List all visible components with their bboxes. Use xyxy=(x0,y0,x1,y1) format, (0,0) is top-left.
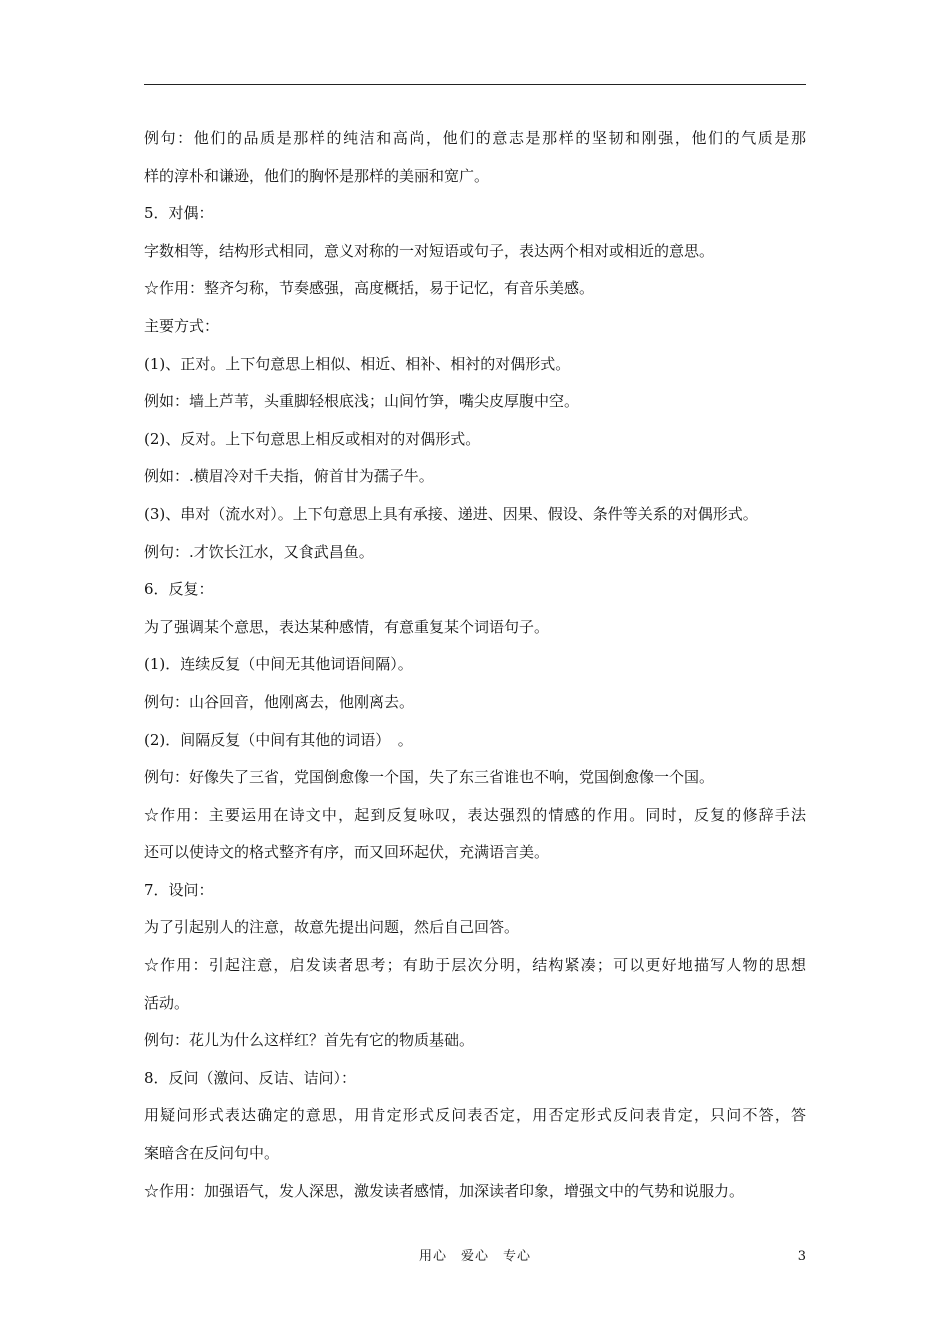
header-rule xyxy=(144,84,806,85)
text-line: (1)、正对。上下句意思上相似、相近、相补、相衬的对偶形式。 xyxy=(144,354,571,373)
page-number: 3 xyxy=(797,1249,806,1264)
text-line: 例句：.才饮长江水，又食武昌鱼。 xyxy=(144,542,374,561)
text-line: 为了引起别人的注意，故意先提出问题，然后自己回答。 xyxy=(144,918,520,937)
text-line: 例如：墙上芦苇，头重脚轻根底浅；山间竹笋，嘴尖皮厚腹中空。 xyxy=(144,392,580,411)
text-line: ☆作用：加强语气，发人深思，激发读者感情，加深读者印象，增强文中的气势和说服力。 xyxy=(144,1181,745,1200)
text-line: 例句：花儿为什么这样红？首先有它的物质基础。 xyxy=(144,1031,475,1050)
text-line: 例句：他们的品质是那样的纯洁和高尚，他们的意志是那样的坚韧和刚强，他们的气质是那 xyxy=(144,129,806,147)
section-heading: 7．设问： xyxy=(144,880,214,899)
section-heading: 8．反问（激问、反诘、诘问）： xyxy=(144,1068,357,1087)
section-heading: 5．对偶： xyxy=(144,204,214,223)
text-line: ☆作用：整齐匀称，节奏感强，高度概括，易于记忆，有音乐美感。 xyxy=(144,279,595,298)
text-line: 为了强调某个意思，表达某种感情，有意重复某个词语句子。 xyxy=(144,617,550,636)
text-line: (1)．连续反复（中间无其他词语间隔）。 xyxy=(144,655,413,674)
text-line: 字数相等，结构形式相同，意义对称的一对短语或句子，表达两个相对或相近的意思。 xyxy=(144,241,715,260)
section-heading: 6．反复： xyxy=(144,580,214,599)
text-line: (3)、串对（流水对）。上下句意思上具有承接、递进、因果、假设、条件等关系的对偶形式。 xyxy=(144,504,758,523)
text-line: 还可以使诗文的格式整齐有序，而又回环起伏，充满语言美。 xyxy=(144,843,550,862)
text-line: 用疑问形式表达确定的意思，用肯定形式反问表否定，用否定形式反问表肯定，只问不答，答 xyxy=(144,1106,806,1125)
text-line: 例如：.横眉冷对千夫指，俯首甘为孺子牛。 xyxy=(144,467,434,486)
text-line: (2)、反对。上下句意思上相反或相对的对偶形式。 xyxy=(144,429,481,448)
text-line: 例句：好像失了三省，党国倒愈像一个国，失了东三省谁也不响，党国倒愈像一个国。 xyxy=(144,768,715,787)
text-line: ☆作用：主要运用在诗文中，起到反复咏叹，表达强烈的情感的作用。同时，反复的修辞手法 xyxy=(144,805,806,824)
text-line: ☆作用：引起注意，启发读者思考；有助于层次分明，结构紧凑；可以更好地描写人物的思想 xyxy=(144,956,806,975)
text-line: 样的淳朴和谦逊，他们的胸怀是那样的美丽和宽广。 xyxy=(144,166,490,185)
text-line: 活动。 xyxy=(144,993,190,1012)
document-body xyxy=(144,120,806,1210)
footer-motto: 用心 爱心 专心 xyxy=(418,1249,531,1264)
text-line: 例句：山谷回音，他刚离去，他刚离去。 xyxy=(144,692,415,711)
text-line: (2)．间隔反复（中间有其他的词语） 。 xyxy=(144,730,413,749)
text-line: 主要方式： xyxy=(144,316,220,335)
text-line: 案暗含在反问句中。 xyxy=(144,1144,280,1163)
